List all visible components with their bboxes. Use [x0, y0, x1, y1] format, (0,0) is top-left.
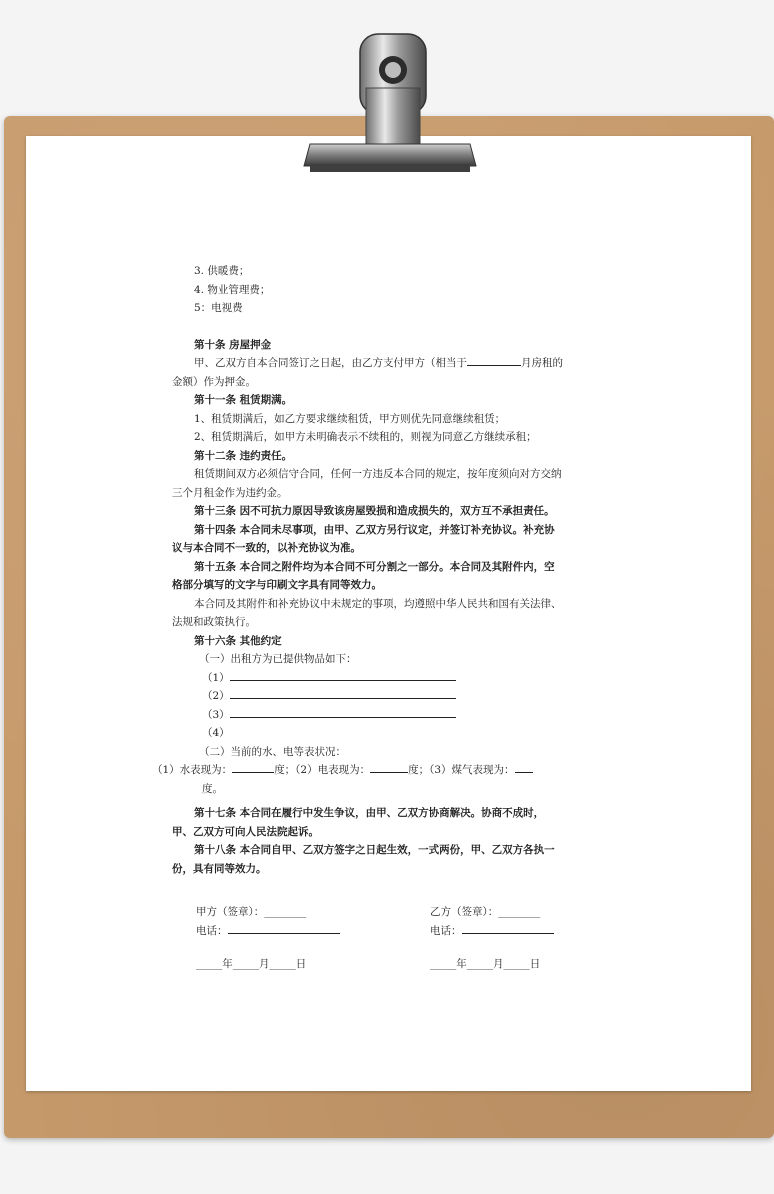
article-15-cont: 格部分填写的文字与印刷文字具有同等效力。: [172, 579, 382, 591]
article-13: 第十三条 因不可抗力原因导致该房屋毁损和造成损失的，双方互不承担责任。: [194, 505, 555, 517]
party-b-signature: 乙方（签章）：________: [430, 906, 541, 918]
article-12-body: 租赁期间双方必须信守合同，任何一方违反本合同的规定，按年度须向对方交纳: [194, 468, 562, 480]
article-15-note: 本合同及其附件和补充协议中未规定的事项，均遵照中华人民共和国有关法律、: [194, 597, 562, 610]
article-11-item-1: 1、租赁期满后，如乙方要求继续租赁，甲方则优先同意继续租赁；: [194, 412, 506, 425]
provided-item-4: （4）: [202, 727, 230, 739]
electric-meter-label: 度；（2）电表现为：: [274, 764, 371, 776]
party-a-phone-blank: [228, 922, 340, 934]
fee-item-4: 4. 物业管理费；: [194, 283, 271, 296]
water-meter-blank: [232, 761, 274, 773]
party-b-phone-blank: [462, 922, 554, 934]
article-10-title: 第十条 房屋押金: [194, 338, 272, 351]
article-12-body-cont: 三个月租金作为违约金。: [172, 486, 288, 499]
party-b-phone: 电话：: [430, 922, 554, 938]
provided-item-3: （3）: [172, 706, 612, 725]
article-14-cont: 议与本合同不一致的，以补充协议为准。: [172, 542, 361, 554]
provided-item-3-blank: [230, 706, 456, 718]
article-17-cont: 甲、乙双方可向人民法院起诉。: [172, 825, 319, 838]
party-a-phone: 电话：: [196, 922, 340, 938]
article-10-body-cont: 金额）作为押金。: [172, 375, 256, 388]
deposit-months-blank: [467, 354, 521, 366]
party-a-date: _____年_____月_____日: [196, 958, 307, 970]
provided-item-2: （2）: [172, 687, 612, 706]
article-15-note-cont: 法规和政策执行。: [172, 616, 256, 628]
deposit-text-suffix: 月房租的: [521, 357, 563, 369]
article-10-body: [172, 354, 612, 373]
fee-item-5: 5：电视费: [194, 302, 243, 314]
article-12-title: 第十二条 违约责任。: [194, 449, 293, 462]
gas-meter-label: 度；（3）煤气表现为：: [408, 764, 515, 776]
meter-readings: [152, 761, 612, 780]
provided-item-1-blank: [230, 669, 456, 681]
electric-meter-blank: [370, 761, 408, 773]
article-17: 第十七条 本合同在履行中发生争议，由甲、乙双方协商解决。协商不成时，: [194, 807, 545, 819]
party-a-signature: 甲方（签章）：________: [196, 906, 307, 918]
gas-meter-unit: 度。: [202, 782, 223, 795]
gas-meter-blank: [515, 761, 533, 773]
article-16-title: 第十六条 其他约定: [194, 634, 282, 647]
provided-item-2-blank: [230, 687, 456, 699]
article-18: 第十八条 本合同自甲、乙双方签字之日起生效，一式两份，甲、乙双方各执一: [194, 844, 555, 856]
article-11-title: 第十一条 租赁期满。: [194, 394, 293, 406]
binder-clip-icon: [300, 26, 480, 186]
provided-items-heading: （一）出租方为已提供物品如下：: [199, 653, 357, 665]
article-11-item-2: 2、租赁期满后，如甲方未明确表示不续租的，则视为同意乙方继续承租；: [194, 431, 537, 443]
fee-item-3: 3. 供暖费；: [194, 265, 250, 277]
article-15: 第十五条 本合同之附件均为本合同不可分割之一部分。本合同及其附件内，空: [194, 560, 555, 573]
contract-text: [152, 262, 612, 878]
article-14: 第十四条 本合同未尽事项，由甲、乙双方另行议定，并签订补充协议。补充协: [194, 523, 555, 536]
water-meter-label: （1）水表现为：: [152, 764, 233, 776]
provided-item-1: （1）: [172, 669, 612, 688]
article-18-cont: 份，具有同等效力。: [172, 862, 267, 875]
deposit-text: 甲、乙双方自本合同签订之日起，由乙方支付甲方（相当于: [194, 357, 467, 369]
meter-heading: （二）当前的水、电等表状况：: [199, 745, 346, 758]
party-b-date: _____年_____月_____日: [430, 958, 541, 970]
